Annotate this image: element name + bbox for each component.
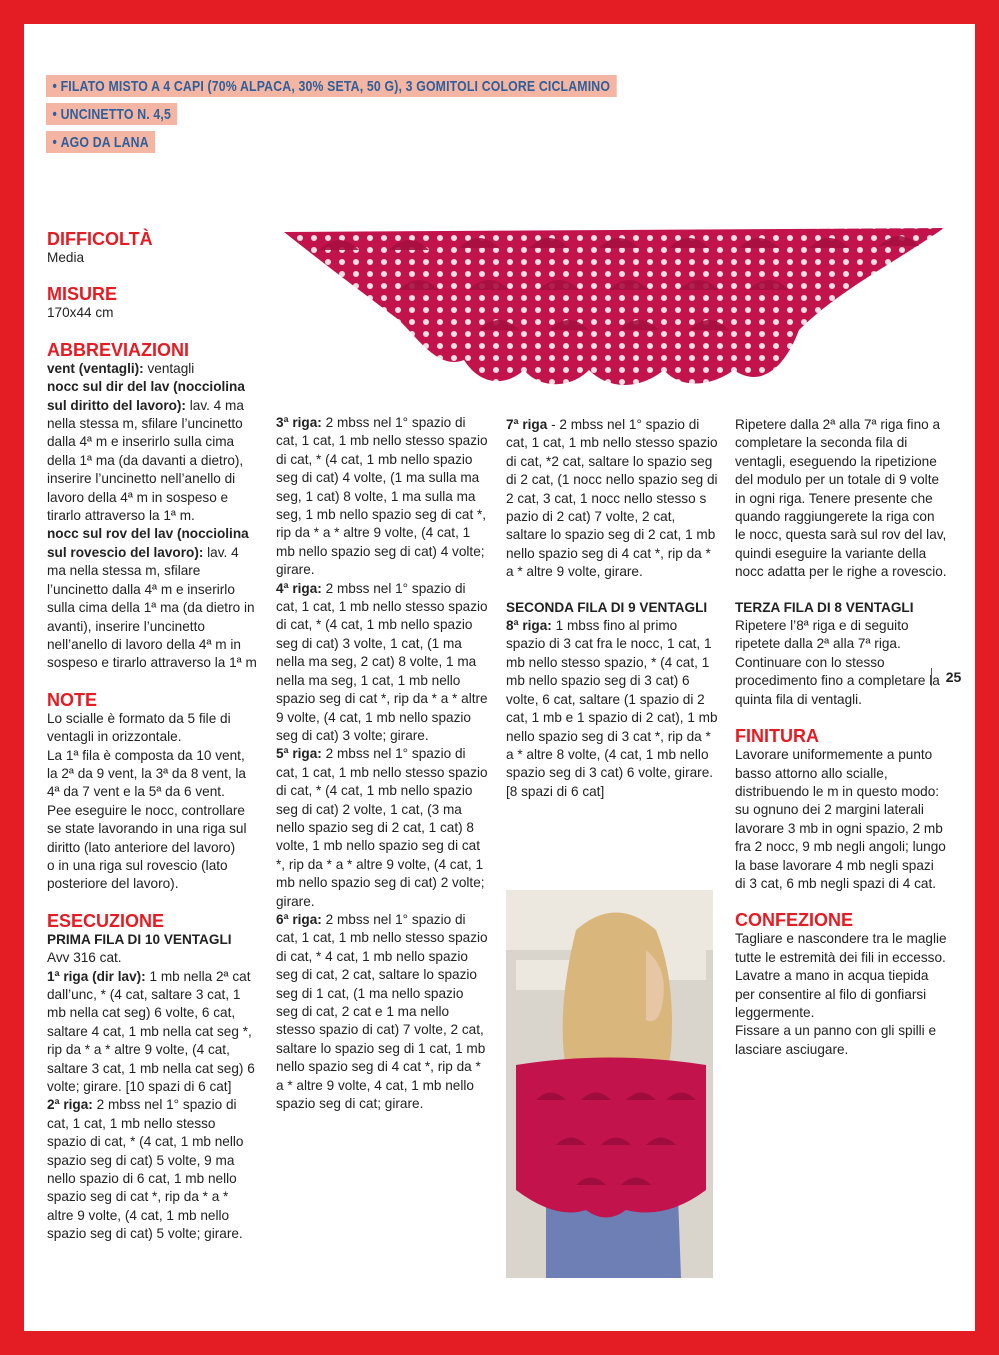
- model-photo: [506, 890, 713, 1278]
- note-text-4: o in una riga sul rovescio (lato posteriore del lavoro).: [47, 857, 228, 892]
- material-needle: • AGO DA LANA: [46, 131, 155, 153]
- misure-heading: MISURE: [47, 284, 118, 305]
- row-7: 7ª riga - 2 mbss nel 1° spazio di cat, 1 cat, 1 mb nello stesso spazio di cat, *2 cat, saltare lo spazio seg di 2 cat, (1 nocc nello spazio seg di 2 cat, 3 cat, 1 nocc nello stesso s pazio di 2 cat) 7 volte, 2 cat, saltare lo spazio seg di 2 cat, 1 mb nello spazio seg di 4 cat *, rip da * a * altre 9 volte, girare.: [506, 417, 718, 580]
- terza-fila-text: Ripetere l’8ª riga e di seguito ripetete dalla 2ª alla 7ª riga. Continuare con lo stesso procedimento fino a completare la quinta fila di ventagli.: [735, 618, 940, 707]
- note-text-1: Lo scialle è formato da 5 file di ventagli in orizzontale.: [47, 710, 231, 745]
- avv-text: Avv 316 cat.: [47, 950, 122, 966]
- seconda-fila-heading: SECONDA FILA DI 9 VENTAGLI: [506, 599, 708, 615]
- note-text-3: Pee eseguire le nocc, controllare se state lavorando in una riga sul diritto (lato anteriore del lavoro): [47, 802, 247, 855]
- material-yarn: • FILATO MISTO A 4 CAPI (70% ALPACA, 30% SETA, 50 G), 3 GOMITOLI COLORE CICLAMINO: [46, 75, 617, 97]
- abbreviazioni-heading: ABBREVIAZIONI: [47, 339, 190, 360]
- note-heading: NOTE: [47, 689, 98, 710]
- page-number: 25: [931, 668, 975, 686]
- row-2: 2ª riga: 2 mbss nel 1° spazio di cat, 1 cat, 1 mb nello stesso spazio di cat, * (4 cat, 1 mb nello spazio seg di cat) 5 volte, 9 ma nello spazio di 6 cat, 1 mb nello spazio seg di cat *, rip da * a * altre 9 volte, (4 cat, 1 mb nello spazio seg di cat) 5 volte; girare.: [47, 1097, 244, 1242]
- shawl-flat-image: [279, 220, 949, 392]
- abbr-nocc-dir: nocc sul dir del lav (nocciolina sul diritto del lavoro): lav. 4 ma nella stessa m, sfilare l’uncinetto dalla 4ª m e inserirlo sulla cima della 1ª ma (da davanti a dietro), inserire l’uncinetto nell’anello di lavoro della 4ª m in sospeso e tirarlo attraverso la 1ª m.: [47, 379, 245, 524]
- row-3: 3ª riga: 2 mbss nel 1° spazio di cat, 1 cat, 1 mb nello stesso spazio di cat, * (4 cat, 1 mb nello spazio seg di cat) 4 volte, (1 ma sulla ma seg, 1 cat) 8 volte, 1 ma sulla ma seg, 1 mb nello spazio seg di cat *, rip da * a * altre 9 volte, (4 cat, 1 mb nello spazio seg di cat) 4 volte; girare.: [276, 415, 488, 578]
- abbr-nocc-rov: nocc sul rov del lav (nocciolina sul rovescio del lavoro): lav. 4 ma nella stessa m, sfilare l’uncinetto dalla 4ª m e inserirlo sulla cima della 1ª ma (da dietro in avanti), inserire l’uncinetto nell’anello di lavoro della 4ª m in sospeso e tirarlo attraverso la 1ª m: [47, 526, 257, 671]
- column-1: [47, 229, 257, 1244]
- confezione-heading: CONFEZIONE: [735, 910, 854, 931]
- row-1: 1ª riga (dir lav): 1 mb nella 2ª cat dall’unc, * (4 cat, saltare 3 cat, 1 mb nella cat seg) 6 volte, 6 cat, saltare 4 cat, 1 mb nella cat seg *, rip da * a * altre 9 volte, (4 cat, saltare 3 cat, 1 mb nella cat seg) 6 volte; girare. [10 spazi di 6 cat]: [47, 968, 255, 1095]
- column-4: [735, 416, 948, 1059]
- terza-fila-heading: TERZA FILA DI 8 VENTAGLI: [735, 599, 914, 615]
- prima-fila-heading: PRIMA FILA DI 10 VENTAGLI: [47, 931, 232, 947]
- difficolta-value: Media: [47, 250, 85, 265]
- misure-value: 170x44 cm: [47, 305, 114, 321]
- confezione-text-1: Tagliare e nascondere tra le maglie tutte le estremità dei fili in eccesso.: [735, 931, 947, 965]
- row-6: 6ª riga: 2 mbss nel 1° spazio di cat, 1 cat, 1 mb nello stesso spazio di cat, * 4 cat, 1 mb nello spazio seg di cat, 2 cat, saltare lo spazio seg di 1 cat, (1 ma nello spazio seg di cat, 2 cat e 1 ma nello stesso spazio di cat) 7 volte, 2 cat, saltare lo spazio seg di 1 cat, 1 mb nello spazio seg di 4 cat *, rip da * a * altre 9 volte, 4 cat, 1 mb nello spazio seg di cat; girare.: [276, 911, 488, 1112]
- esecuzione-heading: ESECUZIONE: [47, 910, 165, 931]
- column-3: [506, 416, 719, 801]
- abbr-vent: vent (ventagli): ventagli: [47, 360, 195, 376]
- column-2: [276, 414, 489, 1113]
- difficolta-heading: DIFFICOLTÀ: [47, 229, 153, 249]
- row-5: 5ª riga: 2 mbss nel 1° spazio di cat, 1 cat, 1 mb nello stesso spazio di cat, * (4 cat, 1 mb nello spazio seg di cat) 2 volte, 1 cat, (3 ma nello spazio seg di 2 cat, 1 cat) 8 volte, 1 mb nello spazio seg di cat *, rip da * a * altre 9 volte, (4 cat, 1 mb nello spazio seg di cat) 2 volte; girare.: [276, 746, 488, 909]
- material-hook: • UNCINETTO N. 4,5: [46, 103, 178, 125]
- magazine-page: [24, 24, 975, 1331]
- row-4: 4ª riga: 2 mbss nel 1° spazio di cat, 1 cat, 1 mb nello stesso spazio di cat, * (4 cat, 1 mb nello spazio seg di cat) 3 volte, 1 cat, (1 ma nella ma seg, 2 cat) 8 volte, 1 ma nella ma seg, 1 cat, 1 mb nello spazio seg di cat *, rip da * a * altre 9 volte, (4 cat, 1 mb nello spazio seg di cat) 3 volte; girare.: [276, 580, 488, 743]
- row-8: 8ª riga: 1 mbss fino al primo spazio di 3 cat fra le nocc, 1 cat, 1 mb nello stesso spazio, * (4 cat, 1 mb nello spazio seg di 3 cat) 6 volte, 6 cat, saltare (1 spazio di 2 cat, 1 mb e 1 spazio di 2 cat), 1 mb nello spazio seg di 3 cat *, rip da * a * altre 8 volte, (4 cat, 1 mb nello spazio seg di 3 cat) 6 volte, girare. [8 spazi di 6 cat]: [506, 618, 718, 799]
- ripetere-text: Ripetere dalla 2ª alla 7ª riga fino a completare la seconda fila di ventagli, eseguendo la ripetizione del modulo per un totale di 9 volte in ogni riga. Tenere presente che quando raggiungerete la riga con le nocc, questa sarà sul rov del lav, quindi eseguire la variante della nocc adatta per le righe a rovescio.: [735, 417, 947, 580]
- materials-list: [46, 75, 742, 159]
- confezione-text-2: Lavatre a mano in acqua tiepida per consentire al filo di gonfiarsi leggermente.: [735, 968, 929, 1020]
- confezione-text-3: Fissare a un panno con gli spilli e lasciare asciugare.: [735, 1023, 936, 1057]
- note-text-2: La 1ª fila è composta da 10 vent, la 2ª da 9 vent, la 3ª da 8 vent, la 4ª da 7 vent e la 5ª da 6 vent.: [47, 747, 246, 800]
- finitura-heading: FINITURA: [735, 726, 819, 747]
- finitura-text: Lavorare uniformemente a punto basso attorno allo scialle, distribuendo le m in questo modo: su ognuno dei 2 margini laterali lavorare 3 mb in ogni spazio, 2 mb fra 2 nocc, 9 mb negli angoli; lungo la base lavorare 4 mb negli spazi di 3 cat, 6 mb negli spazi di 4 cat.: [735, 747, 946, 891]
